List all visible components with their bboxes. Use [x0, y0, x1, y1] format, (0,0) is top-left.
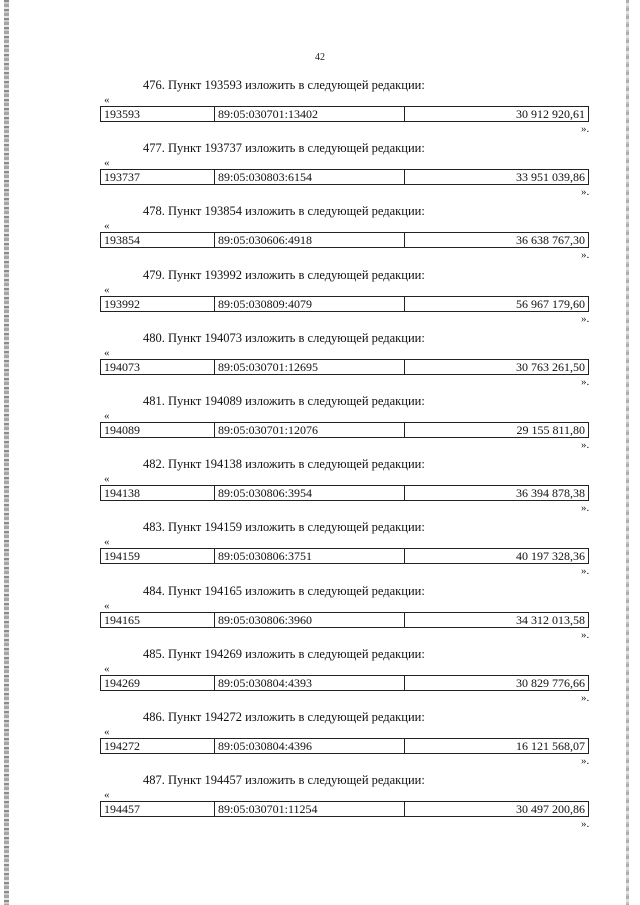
cadastral-number-cell: 89:05:030804:4393	[215, 676, 405, 690]
amendment-entry	[0, 141, 640, 204]
closing-quote: ».	[581, 312, 590, 325]
entry-heading: 487. Пункт 194457 изложить в следующей редакции:	[143, 773, 425, 788]
amendment-entry	[0, 647, 640, 710]
closing-quote: ».	[581, 754, 590, 767]
table-row	[100, 675, 589, 691]
item-id-cell: 193737	[101, 170, 215, 184]
entry-heading: 479. Пункт 193992 изложить в следующей редакции:	[143, 267, 425, 282]
item-id-cell: 194138	[101, 486, 215, 500]
opening-quote: «	[104, 725, 110, 738]
value-cell: 36 394 878,38	[516, 486, 585, 501]
entry-heading: 485. Пункт 194269 изложить в следующей редакции:	[143, 646, 425, 661]
opening-quote: «	[104, 220, 110, 233]
table-row	[100, 106, 589, 122]
entry-heading: 483. Пункт 194159 изложить в следующей редакции:	[143, 520, 425, 535]
value-cell: 29 155 811,80	[516, 422, 585, 437]
table-row	[100, 296, 589, 312]
item-id-cell: 194089	[101, 423, 215, 437]
value-cell: 30 829 776,66	[516, 675, 585, 690]
closing-quote: ».	[581, 502, 590, 515]
entry-heading: 478. Пункт 193854 изложить в следующей редакции:	[143, 204, 425, 219]
entry-heading: 486. Пункт 194272 изложить в следующей редакции:	[143, 709, 425, 724]
amendment-list	[0, 78, 640, 836]
value-cell: 16 121 568,07	[516, 738, 585, 753]
closing-quote: ».	[581, 438, 590, 451]
amendment-entry	[0, 204, 640, 267]
item-id-cell: 193854	[101, 233, 215, 247]
opening-quote: «	[104, 283, 110, 296]
value-cell: 56 967 179,60	[516, 296, 585, 311]
entry-heading: 480. Пункт 194073 изложить в следующей редакции:	[143, 330, 425, 345]
amendment-entry	[0, 457, 640, 520]
opening-quote: «	[104, 662, 110, 675]
item-id-cell: 193593	[101, 107, 215, 121]
table-row	[100, 232, 589, 248]
cadastral-number-cell: 89:05:030606:4918	[215, 233, 405, 247]
amendment-entry	[0, 710, 640, 773]
cadastral-number-cell: 89:05:030701:12695	[215, 360, 405, 374]
opening-quote: «	[104, 94, 110, 106]
opening-quote: «	[104, 157, 110, 170]
entry-heading: 482. Пункт 194138 изложить в следующей редакции:	[143, 457, 425, 472]
amendment-entry	[0, 584, 640, 647]
opening-quote: «	[104, 599, 110, 612]
item-id-cell: 194457	[101, 802, 215, 816]
closing-quote: ».	[581, 123, 590, 135]
table-row	[100, 485, 589, 501]
cadastral-number-cell: 89:05:030806:3751	[215, 549, 405, 563]
opening-quote: «	[104, 536, 110, 549]
cadastral-number-cell: 89:05:030803:6154	[215, 170, 405, 184]
amendment-entry	[0, 773, 640, 836]
item-id-cell: 194272	[101, 739, 215, 753]
item-id-cell: 194269	[101, 676, 215, 690]
cadastral-number-cell: 89:05:030701:13402	[215, 107, 405, 121]
item-id-cell: 194165	[101, 613, 215, 627]
value-cell: 30 912 920,61	[516, 107, 585, 121]
cadastral-number-cell: 89:05:030806:3954	[215, 486, 405, 500]
item-id-cell: 194073	[101, 360, 215, 374]
opening-quote: «	[104, 346, 110, 359]
amendment-entry	[0, 520, 640, 583]
closing-quote: ».	[581, 375, 590, 388]
entry-heading: 484. Пункт 194165 изложить в следующей редакции:	[143, 583, 425, 598]
opening-quote: «	[104, 473, 110, 486]
entry-heading: 476. Пункт 193593 изложить в следующей редакции:	[143, 78, 425, 92]
entry-heading: 481. Пункт 194089 изложить в следующей редакции:	[143, 393, 425, 408]
table-row	[100, 612, 589, 628]
entry-heading: 477. Пункт 193737 изложить в следующей редакции:	[143, 141, 425, 156]
value-cell: 30 497 200,86	[516, 802, 585, 817]
amendment-entry	[0, 331, 640, 394]
table-row	[100, 801, 589, 817]
table-row	[100, 359, 589, 375]
value-cell: 36 638 767,30	[516, 233, 585, 248]
closing-quote: ».	[581, 628, 590, 641]
amendment-entry	[0, 78, 640, 141]
page-number: 42	[315, 52, 325, 63]
closing-quote: ».	[581, 565, 590, 578]
table-row	[100, 548, 589, 564]
table-row	[100, 422, 589, 438]
value-cell: 30 763 261,50	[516, 359, 585, 374]
closing-quote: ».	[581, 186, 590, 199]
opening-quote: «	[104, 789, 110, 802]
value-cell: 33 951 039,86	[516, 170, 585, 185]
cadastral-number-cell: 89:05:030701:12076	[215, 423, 405, 437]
table-row	[100, 738, 589, 754]
closing-quote: ».	[581, 691, 590, 704]
value-cell: 40 197 328,36	[516, 549, 585, 564]
value-cell: 34 312 013,58	[516, 612, 585, 627]
amendment-entry	[0, 268, 640, 331]
table-row	[100, 169, 589, 185]
amendment-entry	[0, 394, 640, 457]
opening-quote: «	[104, 409, 110, 422]
cadastral-number-cell: 89:05:030804:4396	[215, 739, 405, 753]
item-id-cell: 193992	[101, 297, 215, 311]
closing-quote: ».	[581, 818, 590, 831]
cadastral-number-cell: 89:05:030809:4079	[215, 297, 405, 311]
cadastral-number-cell: 89:05:030701:11254	[215, 802, 405, 816]
item-id-cell: 194159	[101, 549, 215, 563]
closing-quote: ».	[581, 249, 590, 262]
cadastral-number-cell: 89:05:030806:3960	[215, 613, 405, 627]
